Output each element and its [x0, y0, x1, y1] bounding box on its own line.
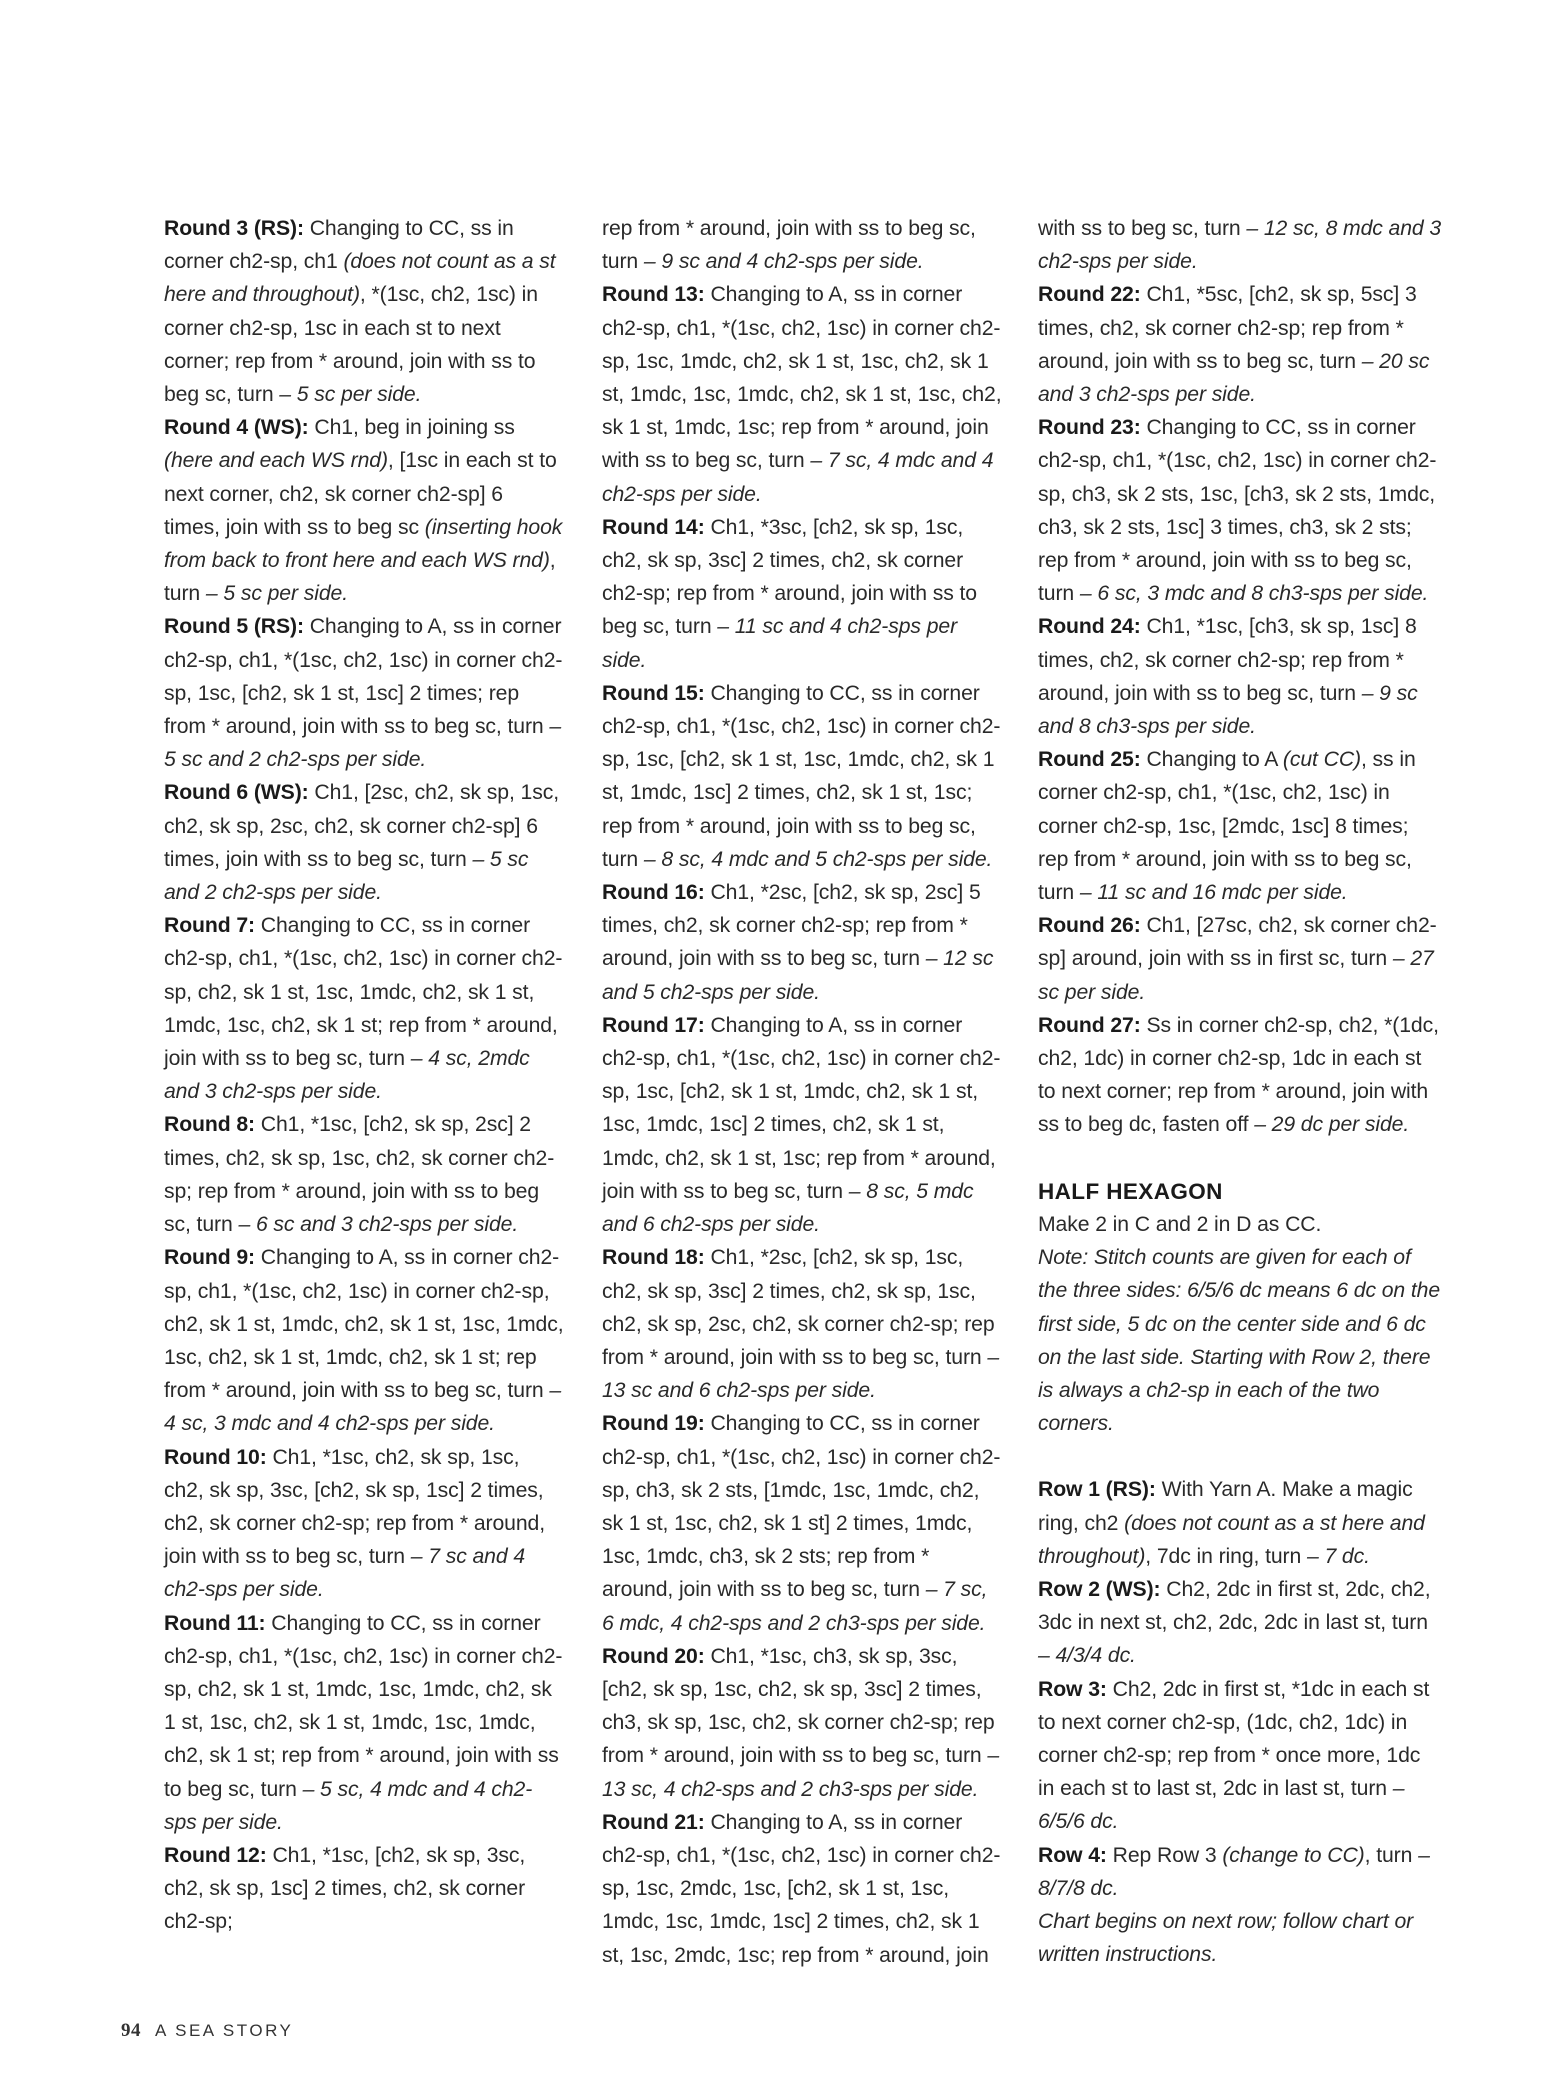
instruction-paragraph — [602, 511, 1002, 677]
italic-note: – 6 sc, 3 mdc and 8 ch3-sps per side. — [1079, 582, 1429, 606]
instruction-text: Ch1, *3sc, [ch2, sk sp, 1sc, ch2, sk sp, 3sc] 2 times, ch2, sk corner ch2-sp; rep from * around, join with ss to beg sc, turn — [602, 515, 977, 639]
round-label: Round 4 (WS): — [164, 416, 309, 440]
instruction-text: Ch1, *1sc, [ch2, sk sp, 3sc, ch2, sk sp, 1sc] 2 times, ch2, sk corner ch2-sp; — [164, 1843, 526, 1934]
instruction-text: With Yarn A. Make a magic ring, ch2 — [1038, 1478, 1413, 1535]
instruction-paragraph — [602, 876, 1002, 1009]
italic-note: Note: Stitch counts are given for each of the three sides: 6/5/6 dc means 6 dc on the first side, 5 dc on the center side and 6 dc on the last side. Starting with Row 2, there is always a ch2-sp in each of the two corners. — [1038, 1246, 1441, 1436]
instruction-paragraph — [1038, 278, 1442, 411]
italic-note: – 12 sc and 5 ch2-sps per side. — [602, 947, 994, 1004]
italic-note: (inserting hook from back to front here and each WS rnd) — [164, 515, 563, 573]
instruction-text: Changing to A, ss in corner ch2-sp, ch1, *(1sc, ch2, 1sc) in corner ch2-sp, 1sc, 1mdc, ch2, sk 1 st, 1sc, ch2, sk 1 st, 1mdc, 1sc, 1mdc, ch2, sk 1 st, 1sc, ch2, sk 1 st, 1mdc, 1sc; rep from * around, join with ss to beg sc, turn — [602, 283, 1002, 473]
instruction-text: rep from * around, join with ss to beg sc, turn — [602, 217, 976, 274]
round-label: Round 18: — [602, 1246, 705, 1270]
instruction-paragraph — [602, 1407, 1002, 1639]
italic-note: – 20 sc and 3 ch2-sps per side. — [1038, 349, 1430, 407]
italic-note: – 5 sc and 2 ch2-sps per side. — [164, 847, 529, 905]
instruction-text: Changing to A, ss in corner ch2-sp, ch1, *(1sc, ch2, 1sc) in corner ch2-sp, 1sc, 2mdc, 1sc, [ch2, sk 1 st, 1sc, 1mdc, 1sc, 1mdc, 1sc] 2 times, ch2, sk 1 st, 1sc, 2mdc, 1sc; rep from * around, join — [602, 1810, 1001, 1967]
round-label: Round 3 (RS): — [164, 217, 304, 240]
italic-note: – 4 sc, 2mdc and 3 ch2-sps per side. — [164, 1047, 530, 1104]
instruction-paragraph — [1038, 1573, 1442, 1673]
round-label: Round 12: — [164, 1843, 267, 1867]
italic-note: – 12 sc, 8 mdc and 3 ch2-sps per side. — [1038, 217, 1442, 274]
instruction-paragraph — [1038, 743, 1442, 909]
italic-note: – 29 dc per side. — [1254, 1113, 1410, 1137]
italic-note: – 6 sc and 3 ch2-sps per side. — [238, 1213, 519, 1237]
instruction-paragraph — [164, 1241, 564, 1440]
section-heading: HALF HEXAGON — [1038, 1178, 1223, 1204]
italic-note: – 8/7/8 dc. — [1038, 1843, 1430, 1900]
round-label: Round 11: — [164, 1611, 266, 1635]
round-label: Row 4: — [1038, 1843, 1107, 1867]
instruction-paragraph — [1038, 411, 1442, 610]
instruction-paragraph — [1038, 212, 1442, 278]
italic-note: – 4 sc, 3 mdc and 4 ch2-sps per side. — [164, 1379, 562, 1436]
instruction-text: Changing to A — [1140, 748, 1283, 772]
instruction-paragraph — [164, 610, 564, 776]
round-label: Round 27: — [1038, 1013, 1141, 1037]
instruction-paragraph — [164, 909, 564, 1108]
instruction-text: , turn — [164, 549, 556, 606]
instruction-text: Changing to CC, ss in corner ch2-sp, ch1, *(1sc, ch2, 1sc) in corner ch2-sp, ch2, sk 1 st, 1mdc, 1sc, 1mdc, ch2, sk 1 st, 1sc, ch2, sk 1 st, 1mdc, 1sc, 1mdc, ch2, sk 1 st; rep from * around, join with ss to beg sc, turn — [164, 1611, 563, 1801]
round-label: Row 2 (WS): — [1038, 1577, 1161, 1601]
instruction-paragraph — [602, 1241, 1002, 1407]
instruction-paragraph — [1038, 1673, 1442, 1839]
instruction-text: Changing to A, ss in corner ch2-sp, ch1, *(1sc, ch2, 1sc) in corner ch2-sp, 1sc, [ch2, sk 1 st, 1mdc, ch2, sk 1 st, 1sc, 1mdc, 1sc] 2 times, ch2, sk 1 st, 1mdc, ch2, sk 1 st, 1sc; rep from * around, join with ss to beg sc, turn — [602, 1013, 1001, 1203]
instruction-paragraph — [602, 677, 1002, 876]
instruction-text: Ch1, *1sc, [ch3, sk sp, 1sc] 8 times, ch2, sk corner ch2-sp; rep from * around, join with ss to beg sc, turn — [1038, 615, 1417, 705]
italic-note: (change to CC) — [1222, 1843, 1365, 1867]
instruction-paragraph — [1038, 1241, 1442, 1440]
italic-note: Chart begins on next row; follow chart or written instructions. — [1038, 1909, 1414, 1967]
round-label: Round 14: — [602, 515, 705, 539]
instruction-text: Ch1, *2sc, [ch2, sk sp, 2sc] 5 times, ch2, sk corner ch2-sp; rep from * around, join with ss to beg sc, turn — [602, 881, 981, 971]
italic-note: – 9 sc and 4 ch2-sps per side. — [643, 250, 924, 274]
instruction-text: Ch1, *2sc, [ch2, sk sp, 1sc, ch2, sk sp, 3sc] 2 times, ch2, sk sp, 1sc, ch2, sk sp, 2sc, ch2, sk corner ch2-sp; rep from * around, join with ss to beg sc, turn — [602, 1246, 995, 1369]
instruction-text: Ss in corner ch2-sp, ch2, *(1dc, ch2, 1dc) in corner ch2-sp, 1dc in each st to next corner; rep from * around, join with ss to beg dc, fasten off — [1038, 1013, 1439, 1137]
round-label: Round 16: — [602, 881, 705, 905]
round-label: Round 7: — [164, 914, 255, 938]
text-column-3 — [1038, 212, 1442, 1971]
italic-note: (does not count as a st here and throughout) — [164, 250, 556, 307]
round-label: Round 19: — [602, 1412, 705, 1436]
instruction-text: Changing to CC, ss in corner ch2-sp, ch1 — [164, 217, 514, 274]
round-label: Round 24: — [1038, 615, 1141, 639]
instruction-paragraph — [1038, 1473, 1442, 1573]
italic-note: – 13 sc and 6 ch2-sps per side. — [602, 1345, 1000, 1403]
instruction-paragraph — [164, 212, 564, 411]
instruction-paragraph — [164, 1607, 564, 1839]
italic-note: – 7 sc, 4 mdc and 4 ch2-sps per side. — [602, 449, 994, 506]
instruction-text: Changing to A, ss in corner ch2-sp, ch1, *(1sc, ch2, 1sc) in corner ch2-sp, 1sc, [ch2, sk 1 st, 1sc] 2 times; rep from * around, join with ss to beg sc, turn — [164, 615, 563, 739]
book-title: A SEA STORY — [155, 2021, 294, 2040]
italic-note: – 7 dc. — [1306, 1544, 1370, 1568]
italic-note: – 5 sc, 4 mdc and 4 ch2-sps per side. — [164, 1777, 533, 1834]
instruction-paragraph — [602, 278, 1002, 510]
round-label: Round 20: — [602, 1644, 705, 1668]
instruction-paragraph — [1038, 1208, 1442, 1241]
instruction-text: Changing to A, ss in corner ch2-sp, ch1, *(1sc, ch2, 1sc) in corner ch2-sp, ch2, sk 1 st, 1mdc, ch2, sk 1 st, 1sc, 1mdc, 1sc, ch2, sk 1 st, 1mdc, ch2, sk 1 st; rep from * around, join with ss to beg sc, turn — [164, 1246, 564, 1403]
instruction-paragraph — [1038, 1905, 1442, 1971]
italic-note: – 7 sc and 4 ch2-sps per side. — [164, 1545, 526, 1602]
instruction-text: Ch1, *1sc, ch2, sk sp, 1sc, ch2, sk sp, 3sc, [ch2, sk sp, 1sc] 2 times, ch2, sk corner ch2-sp; rep from * around, join with ss to beg sc, turn — [164, 1445, 545, 1569]
instruction-paragraph — [1038, 610, 1442, 743]
italic-note: (cut CC) — [1282, 748, 1361, 772]
italic-note: – 11 sc and 16 mdc per side. — [1079, 881, 1348, 905]
round-label: Round 5 (RS): — [164, 615, 304, 639]
instruction-text: , turn — [1364, 1843, 1419, 1867]
round-label: Round 10: — [164, 1445, 267, 1469]
instruction-text: Ch1, beg in joining ss — [308, 416, 515, 440]
round-label: Row 1 (RS): — [1038, 1478, 1156, 1502]
instruction-paragraph — [164, 1441, 564, 1607]
instruction-paragraph — [602, 1009, 1002, 1241]
italic-note: – 8 sc, 5 mdc and 6 ch2-sps per side. — [602, 1179, 974, 1237]
instruction-paragraph — [164, 776, 564, 909]
round-label: Round 17: — [602, 1013, 705, 1037]
page-number: 94 — [121, 2020, 141, 2041]
instruction-paragraph — [602, 1640, 1002, 1806]
instruction-paragraph — [164, 411, 564, 610]
round-label: Round 23: — [1038, 416, 1141, 440]
instruction-paragraph — [1038, 909, 1442, 1009]
italic-note: – 7 sc, 6 mdc, 4 ch2-sps and 2 ch3-sps per side. — [602, 1578, 988, 1635]
round-label: Round 15: — [602, 681, 705, 705]
round-label: Round 25: — [1038, 748, 1141, 772]
italic-note: – 8 sc, 4 mdc and 5 ch2-sps per side. — [643, 847, 993, 871]
instruction-text: Ch1, *5sc, [ch2, sk sp, 5sc] 3 times, ch2, sk corner ch2-sp; rep from * around, join with ss to beg sc, turn — [1038, 283, 1417, 373]
italic-note: – 6/5/6 dc. — [1038, 1777, 1405, 1834]
round-label: Round 6 (WS): — [164, 781, 309, 805]
instruction-text: Ch2, 2dc in first st, 2dc, ch2, 3dc in next st, ch2, 2dc, 2dc in last st, turn — [1038, 1577, 1431, 1635]
instruction-paragraph — [1038, 1009, 1442, 1142]
round-label: Row 3: — [1038, 1677, 1107, 1701]
italic-note: (does not count as a st here and throughout) — [1038, 1511, 1425, 1568]
text-column-1 — [164, 212, 564, 1939]
instruction-text: Changing to CC, ss in corner ch2-sp, ch1, *(1sc, ch2, 1sc) in corner ch2-sp, 1sc, [ch2, sk 1 st, 1sc, 1mdc, ch2, sk 1 st, 1mdc, 1sc] 2 times, ch2, sk 1 st, 1sc; rep from * around, join with ss to beg sc, turn — [602, 681, 1001, 871]
instruction-text: Ch1, *1sc, [ch2, sk sp, 2sc] 2 times, ch2, sk sp, 1sc, ch2, sk corner ch2-sp; rep from * around, join with ss to beg sc, turn — [164, 1113, 555, 1237]
instruction-paragraph — [1038, 1839, 1442, 1905]
italic-note: – 5 sc per side. — [205, 582, 348, 606]
instruction-text: Ch2, 2dc in first st, *1dc in each st to next corner ch2-sp, (1dc, ch2, 1dc) in corner ch2-sp; rep from * once more, 1dc in each st to last st, 2dc in last st, turn — [1038, 1677, 1430, 1801]
instruction-text: Changing to CC, ss in corner ch2-sp, ch1, *(1sc, ch2, 1sc) in corner ch2-sp, ch3, sk 2 sts, 1sc, [ch3, sk 2 sts, 1mdc, ch3, sk 2 sts, 1sc] 3 times, ch3, sk 2 sts; rep from * around, join with ss to beg sc, turn — [1038, 416, 1437, 606]
instruction-text: Ch1, [27sc, ch2, sk corner ch2-sp] around, join with ss in first sc, turn — [1038, 914, 1437, 971]
italic-note: – 11 sc and 4 ch2-sps per side. — [602, 615, 958, 672]
round-label: Round 8: — [164, 1113, 255, 1137]
instruction-text: Ch1, *1sc, ch3, sk sp, 3sc, [ch2, sk sp, 1sc, ch2, sk sp, 3sc] 2 times, ch3, sk sp, 1sc, ch2, sk corner ch2-sp; rep from * around, join with ss to beg sc, turn — [602, 1644, 995, 1768]
instruction-text: , ss in corner ch2-sp, ch1, *(1sc, ch2, 1sc) in corner ch2-sp, 1sc, [2mdc, 1sc] 8 times; rep from * around, join with ss to beg sc, turn — [1038, 748, 1416, 905]
instruction-text: Ch1, [2sc, ch2, sk sp, 1sc, ch2, sk sp, 2sc, ch2, sk corner ch2-sp] 6 times, join with ss to beg sc, turn — [164, 781, 559, 871]
instruction-paragraph — [164, 1108, 564, 1241]
round-label: Round 13: — [602, 283, 705, 307]
instruction-paragraph — [164, 1839, 564, 1939]
instruction-text: Changing to CC, ss in corner ch2-sp, ch1, *(1sc, ch2, 1sc) in corner ch2-sp, ch2, sk 1 st, 1sc, 1mdc, ch2, sk 1 st, 1mdc, 1sc, ch2, sk 1 st; rep from * around, join with ss to beg sc, turn — [164, 914, 563, 1071]
instruction-text: Changing to CC, ss in corner ch2-sp, ch1, *(1sc, ch2, 1sc) in corner ch2-sp, ch3, sk 2 sts, [1mdc, 1sc, 1mdc, ch2, sk 1 st, 1sc, ch2, sk 1 st] 2 times, 1mdc, 1sc, 1mdc, ch3, sk 2 sts; rep from * around, join with ss to beg sc, turn — [602, 1412, 1001, 1602]
italic-note: – 9 sc and 8 ch3-sps per side. — [1038, 681, 1418, 739]
italic-note: – 5 sc and 2 ch2-sps per side. — [164, 715, 562, 772]
instruction-paragraph — [602, 212, 1002, 278]
instruction-text: , [1sc in each st to next corner, ch2, sk corner ch2-sp] 6 times, join with ss to beg sc — [164, 449, 557, 539]
instruction-text: Rep Row 3 — [1106, 1843, 1223, 1867]
instruction-text: Make 2 in C and 2 in D as CC. — [1038, 1212, 1322, 1236]
instruction-text: , 7dc in ring, turn — [1145, 1544, 1307, 1568]
italic-note: – 27 sc per side. — [1038, 947, 1434, 1004]
page-footer — [121, 2020, 293, 2042]
instruction-text: , *(1sc, ch2, 1sc) in corner ch2-sp, 1sc in each st to next corner; rep from * around, join with ss to beg sc, turn — [164, 283, 538, 407]
italic-note: – 13 sc, 4 ch2-sps and 2 ch3-sps per side. — [602, 1744, 1000, 1801]
round-label: Round 26: — [1038, 914, 1141, 938]
italic-note: – 4/3/4 dc. — [1038, 1644, 1136, 1668]
round-label: Round 22: — [1038, 283, 1141, 307]
italic-note: (here and each WS rnd) — [164, 449, 388, 473]
instruction-text: with ss to beg sc, turn — [1038, 217, 1247, 240]
instruction-paragraph — [602, 1806, 1002, 1972]
round-label: Round 9: — [164, 1246, 255, 1270]
round-label: Round 21: — [602, 1810, 705, 1834]
italic-note: – 5 sc per side. — [279, 383, 422, 407]
text-column-2 — [602, 212, 1002, 1972]
